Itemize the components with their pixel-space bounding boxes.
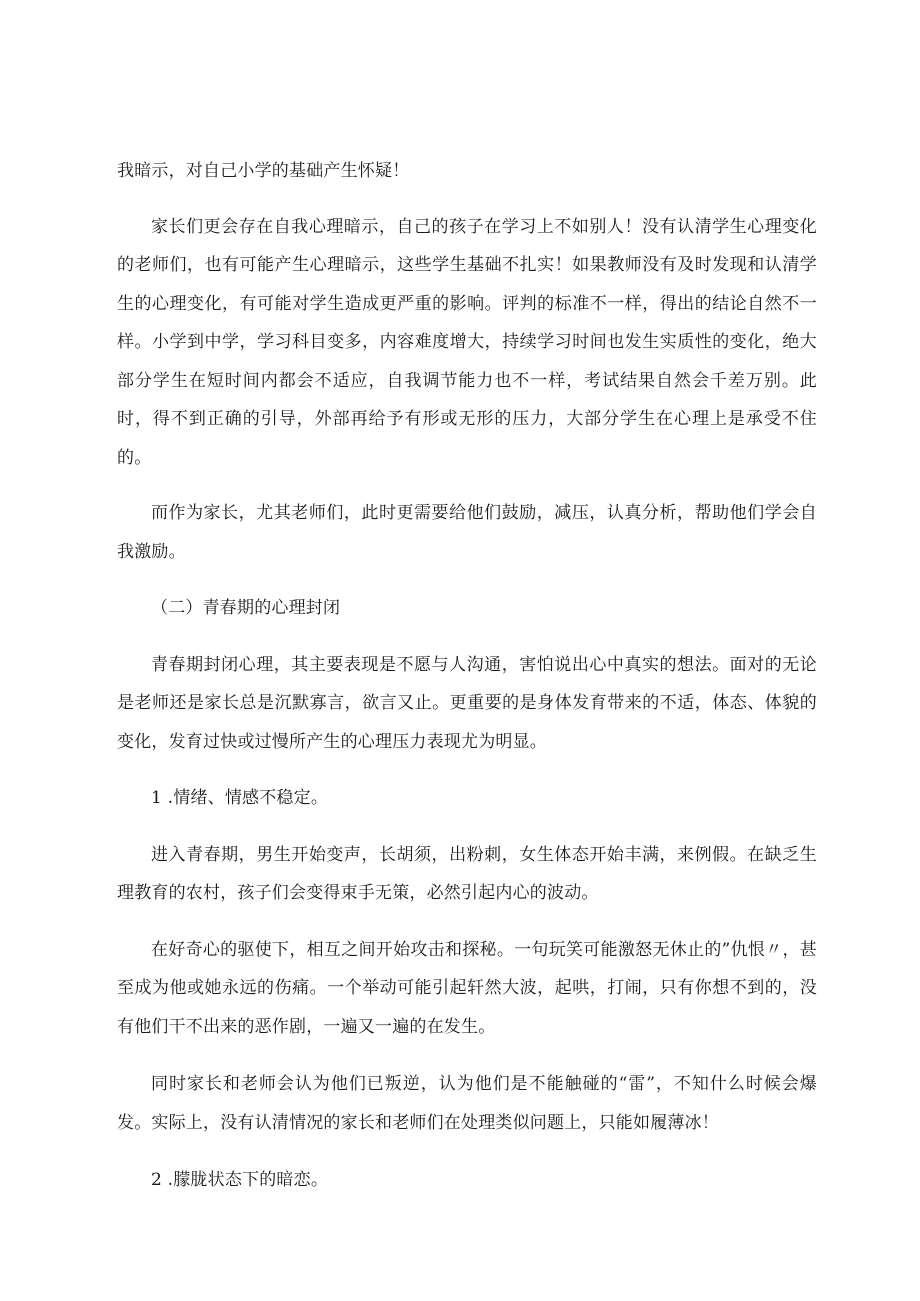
- paragraph-puberty-changes: 进入青春期，男生开始变声，长胡须，出粉刺，女生体态开始丰满，来例假。在缺乏生理教育的农村，孩子们会变得束手无策，必然引起内心的波动。: [117, 844, 817, 903]
- section-heading-adolescence: （二）青春期的心理封闭: [151, 598, 341, 618]
- list-item-heading-crush: 2 .朦胧状态下的暗恋。: [151, 1170, 329, 1190]
- paragraph-curiosity: 在好奇心的驱使下，相互之间开始攻击和探秘。一句玩笑可能激怒无休止的”仇恨〃，甚至成为他或她永远的伤痛。一个举动可能引起轩然大波，起哄，打闹，只有你想不到的，没有他们干不出来的恶作剧，一遍又一遍的在发生。: [117, 939, 817, 1037]
- paragraph-continuation: 我暗示，对自己小学的基础产生怀疑！: [117, 161, 410, 181]
- list-item-heading-emotion: 1 .情绪、情感不稳定。: [151, 788, 329, 808]
- paragraph-encouragement: 而作为家长，尤其老师们，此时更需要给他们鼓励，减压，认真分析，帮助他们学会自我激励。: [117, 503, 817, 562]
- paragraph-rebellion: 同时家长和老师会认为他们已叛逆，认为他们是不能触碰的“雷”，不知什么时候会爆发。实际上，没有认清情况的家长和老师们在处理类似问题上，只能如履薄冰！: [117, 1074, 817, 1133]
- paragraph-closed-mind: 青春期封闭心理，其主要表现是不愿与人沟通，害怕说出心中真实的想法。面对的无论是老师还是家长总是沉默寡言，欲言又止。更重要的是身体发育带来的不适，体态、体貌的变化，发育过快或过慢所产生的心理压力表现尤为明显。: [117, 654, 817, 752]
- document-body: [117, 152, 817, 1200]
- paragraph-parent-self-suggestion: 家长们更会存在自我心理暗示，自己的孩子在学习上不如别人！没有认清学生心理变化的老师们，也有可能产生心理暗示，这些学生基础不扎实！如果教师没有及时发现和认清学生的心理变化，有可能对学生造成更严重的影响。评判的标准不一样，得出的结论自然不一样。小学到中学，学习科目变多，内容难度增大，持续学习时间也发生实质性的变化，绝大部分学生在短时间内都会不适应，自我调节能力也不一样，考试结果自然会千差万别。此时，得不到正确的引导，外部再给予有形或无形的压力，大部分学生在心理上是承受不住的。: [117, 216, 817, 468]
